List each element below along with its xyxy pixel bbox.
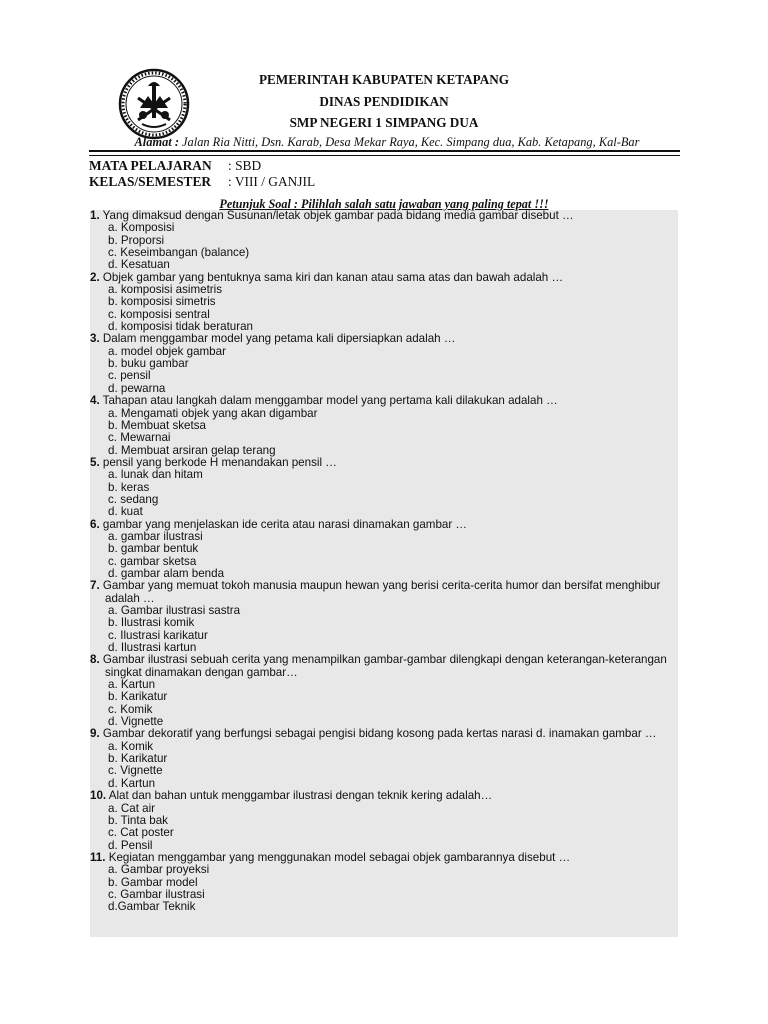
question-item <box>90 519 680 581</box>
question-number: 7. <box>90 579 100 593</box>
answer-option: b. Membuat sketsa <box>108 418 206 432</box>
question-number: 11. <box>90 850 106 864</box>
question-item <box>90 852 680 914</box>
question-item <box>90 210 680 272</box>
header-school: SMP NEGERI 1 SIMPANG DUA <box>289 115 479 130</box>
answer-option: c. sedang <box>108 492 159 506</box>
question-list <box>90 210 680 914</box>
answer-option: b. buku gambar <box>108 357 189 371</box>
question-text: gambar yang menjelaskan ide cerita atau narasi dinamakan gambar … <box>99 517 468 531</box>
answer-option: a. Komposisi <box>108 221 175 235</box>
question-text: Tahapan atau langkah dalam menggambar model yang pertama kali dilakukan adalah … <box>99 394 558 408</box>
answer-option: d. kuat <box>108 505 143 519</box>
answer-option: a. Mengamati objek yang akan digambar <box>108 406 318 420</box>
answer-option: b. Tinta bak <box>108 813 168 827</box>
question-text: Objek gambar yang bentuknya sama kiri dan kanan atau sama atas dan bawah adalah … <box>99 270 564 284</box>
header-department: DINAS PENDIDIKAN <box>319 94 449 109</box>
class-value: : VIII / GANJIL <box>228 174 316 189</box>
answer-option: d. Kesatuan <box>108 258 170 272</box>
answer-option: d. Vignette <box>108 715 164 729</box>
answer-option: c. Mewarnai <box>108 431 171 445</box>
answer-option: c. Keseimbangan (balance) <box>108 246 250 260</box>
school-emblem-icon <box>118 68 190 140</box>
question-number: 6. <box>90 517 100 531</box>
header-divider-thin <box>89 155 680 156</box>
answer-option: d. Kartun <box>108 776 156 790</box>
subject-row <box>89 158 261 174</box>
question-text-line <box>90 580 680 605</box>
question-text: Gambar ilustrasi sebuah cerita yang menampilkan gambar-gambar dilengkapi dengan keterangan-keterangan singkat dinamakan dengan gambar… <box>99 653 667 679</box>
class-label: KELAS/SEMESTER <box>89 174 212 189</box>
answer-option: d. gambar alam benda <box>108 566 225 580</box>
answer-option: c. Ilustrasi karikatur <box>108 628 208 642</box>
answer-option: c. Komik <box>108 702 153 716</box>
answer-option: a. lunak dan hitam <box>108 468 203 482</box>
question-item <box>90 790 680 852</box>
answer-option: d. Pensil <box>108 838 153 852</box>
answer-option: d. Membuat arsiran gelap terang <box>108 443 276 457</box>
answer-option: d.Gambar Teknik <box>108 900 196 914</box>
question-item <box>90 457 680 519</box>
school-address <box>96 134 678 150</box>
question-text-line <box>90 790 680 802</box>
answer-option: c. pensil <box>108 369 151 383</box>
answer-option: b. Karikatur <box>108 690 168 704</box>
address-label: Alamat : <box>134 135 179 149</box>
answer-option: b. Ilustrasi komik <box>108 616 195 630</box>
subject-value: : SBD <box>228 158 262 173</box>
question-item <box>90 333 680 395</box>
address-text: Jalan Ria Nitti, Dsn. Karab, Desa Mekar Raya, Kec. Simpang dua, Kab. Ketapang, Kal-Bar <box>178 135 640 149</box>
class-row <box>89 174 315 190</box>
question-number: 4. <box>90 394 100 408</box>
question-number: 9. <box>90 727 100 741</box>
answer-option: a. model objek gambar <box>108 344 226 358</box>
question-text: pensil yang berkode H menandakan pensil … <box>99 455 337 469</box>
question-number: 5. <box>90 455 100 469</box>
answer-option: a. Gambar proyeksi <box>108 863 210 877</box>
question-number: 1. <box>90 209 100 222</box>
answer-option: b. keras <box>108 480 150 494</box>
question-text: Gambar dekoratif yang berfungsi sebagai pengisi bidang kosong pada kertas narasi d. inamakan gambar … <box>99 727 657 741</box>
answer-option: c. gambar sketsa <box>108 554 197 568</box>
answer-option: c. Cat poster <box>108 826 174 840</box>
question-item <box>90 580 680 654</box>
answer-option: a. Kartun <box>108 678 156 692</box>
answer-option: c. Vignette <box>108 764 163 778</box>
answer-option: c. Gambar ilustrasi <box>108 887 205 901</box>
question-item <box>90 395 680 457</box>
answer-option: d. pewarna <box>108 381 166 395</box>
answer-option: a. Cat air <box>108 801 156 815</box>
answer-option: c. komposisi sentral <box>108 307 210 321</box>
question-text-line <box>90 333 680 345</box>
question-text: Gambar yang memuat tokoh manusia maupun hewan yang berisi cerita-cerita humor dan bersifat menghibur adalah … <box>99 579 661 605</box>
answer-option: a. Gambar ilustrasi sastra <box>108 604 241 617</box>
question-item <box>90 728 680 790</box>
answer-option: a. Komik <box>108 739 154 753</box>
question-text: Kegiatan menggambar yang menggunakan model sebagai objek gambarannya disebut … <box>105 850 571 864</box>
question-text-line <box>90 728 680 740</box>
question-text: Alat dan bahan untuk menggambar ilustrasi dengan teknik kering adalah… <box>106 789 493 803</box>
question-text-line <box>90 654 680 679</box>
question-number: 8. <box>90 653 100 667</box>
answer-option: d. komposisi tidak beraturan <box>108 320 253 334</box>
question-text-line <box>90 395 680 407</box>
answer-option: a. komposisi asimetris <box>108 283 223 297</box>
answer-option: b. Proporsi <box>108 233 165 247</box>
question-number: 2. <box>90 270 100 284</box>
header-government: PEMERINTAH KABUPATEN KETAPANG <box>258 72 510 87</box>
subject-label: MATA PELAJARAN <box>89 158 212 173</box>
answer-option: b. Karikatur <box>108 752 168 766</box>
question-text: Yang dimaksud dengan Susunan/letak objek gambar pada bidang media gambar disebut … <box>99 209 574 222</box>
question-item <box>90 654 680 728</box>
answer-option: b. gambar bentuk <box>108 542 199 556</box>
question-number: 3. <box>90 332 100 346</box>
answer-option: a. gambar ilustrasi <box>108 529 203 543</box>
question-number: 10. <box>90 789 107 803</box>
question-text: Dalam menggambar model yang petama kali dipersiapkan adalah … <box>99 332 456 346</box>
answer-option: b. Gambar model <box>108 875 198 889</box>
question-text-line <box>90 210 680 222</box>
answer-option: b. komposisi simetris <box>108 295 216 309</box>
answer-option: d. Ilustrasi kartun <box>108 641 197 655</box>
instructions-text: Petunjuk Soal : Pilihlah salah satu jawaban yang paling tepat !!! <box>219 197 549 211</box>
header-divider-thick <box>89 150 680 152</box>
question-item <box>90 272 680 334</box>
